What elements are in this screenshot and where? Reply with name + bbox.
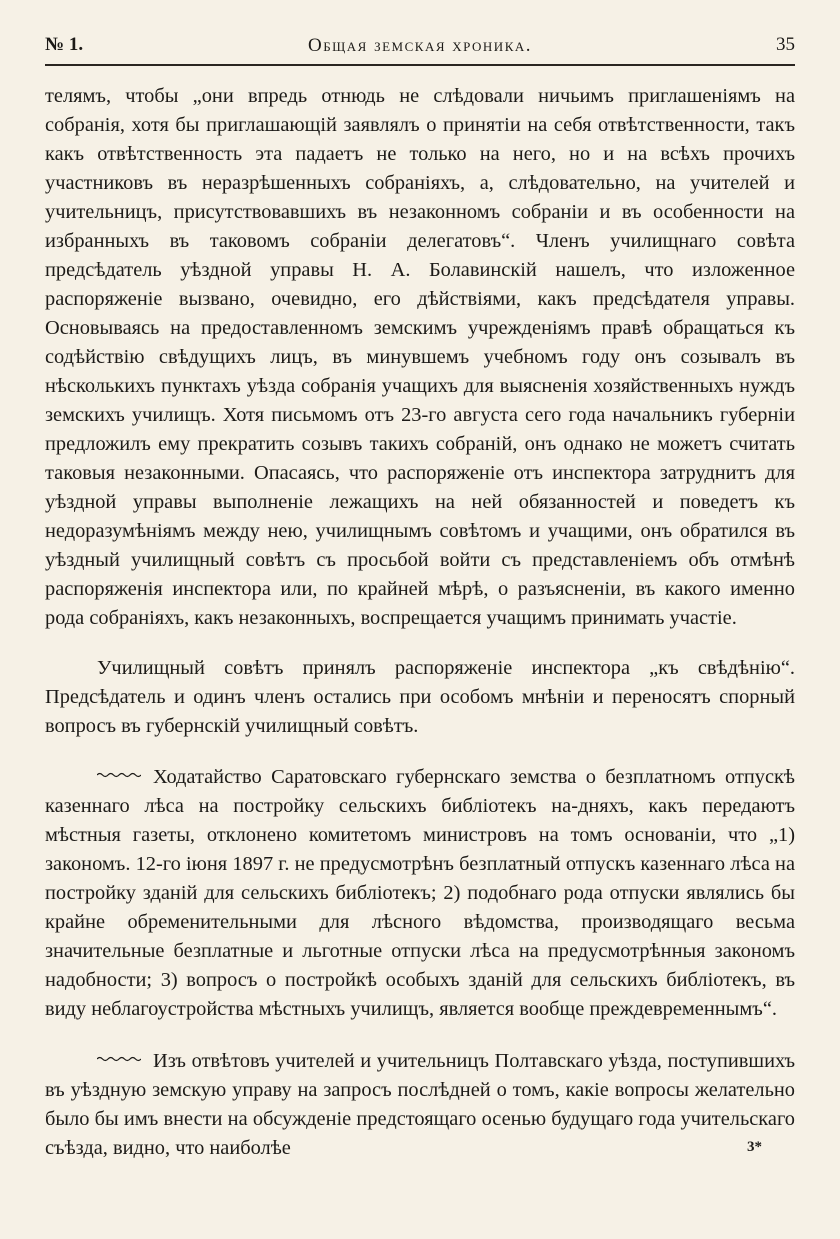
news-item	[45, 763, 795, 1024]
signature-mark: 3*	[747, 1139, 762, 1155]
news-item-text: Ходатайство Саратовскаго губернскаго земства о безплатномъ отпускѣ казеннаго лѣса на постройку сельскихъ библіотекъ на-дняхъ, какъ передаютъ мѣстныя газеты, отклонено комитетомъ министровъ на томъ основаніи, что „1) закономъ. 12-го іюня 1897 г. не предусмотрѣнъ безплатный отпускъ казеннаго лѣса на постройку зданій для сельскихъ библіотекъ; 2) подобнаго рода отпуски являлись бы крайне обременительными для лѣсного вѣдомства, производящаго весьма значительные безплатные и льготные отпуски лѣса на предусмотрѣнныя закономъ надобности; 3) вопросъ о постройкѣ особыхъ зданій для сельскихъ библіотекъ, въ виду неблагоустройства мѣстныхъ училищъ, является вообще преждевременнымъ“.	[45, 766, 795, 1020]
running-title: Общая земская хроника.	[307, 35, 533, 56]
issue-number: № 1.	[45, 34, 84, 55]
news-item	[45, 1047, 795, 1163]
paragraph-continued: телямъ, чтобы „они впредь отнюдь не слѣдовали ничьимъ приглашеніямъ на собранія, хотя бы приглашающій заявлялъ о принятіи на себя отвѣтственности, такъ какъ отвѣтственность эта падаетъ не только на него, но и на всѣхъ прочихъ участниковъ въ неразрѣшенныхъ собраніяхъ, а, слѣдовательно, на учителей и учительницъ, присутствовавшихъ въ незаконномъ собраніи и въ особенности на избранныхъ въ таковомъ собраніи делегатовъ“. Членъ училищнаго совѣта предсѣдатель уѣздной управы Н. А. Болавинскій нашелъ, что изложенное распоряженіе вызвано, очевидно, его дѣйствіями, какъ предсѣдателя управы. Основываясь на предоставленномъ земскимъ учрежденіямъ правѣ обращаться къ содѣйствію свѣдущихъ лицъ, въ минувшемъ учебномъ году онъ созывалъ въ нѣсколькихъ пунктахъ уѣзда собранія учащихъ для выясненія хозяйственныхъ нуждъ земскихъ училищъ. Хотя письмомъ отъ 23-го августа сего года начальникъ губерніи предложилъ ему прекратить созывъ такихъ собраній, онъ однако не можетъ считать таковыя незаконными. Опасаясь, что распоряженіе отъ инспектора затруднитъ для уѣздной управы выполненіе лежащихъ на ней обязанностей и поведетъ къ недоразумѣніямъ между нею, училищнымъ совѣтомъ и учащими, онъ обратился въ уѣздный училищный совѣтъ съ просьбой войти съ представленіемъ объ отмѣнѣ распоряженія инспектора или, по крайней мѣрѣ, о разъясненіи, въ какого именно рода собраніяхъ, какъ незаконныхъ, воспрещается учащимъ принимать участіе.	[45, 85, 795, 629]
paragraph: Училищный совѣтъ принялъ распоряженіе инспектора „къ свѣдѣнію“. Предсѣдатель и одинъ членъ остались при особомъ мнѣніи и переносятъ спорный вопросъ въ губернскій училищный совѣтъ.	[45, 657, 795, 737]
page-number: 35	[776, 34, 795, 55]
header-rule	[45, 64, 795, 66]
wavy-dash-icon	[97, 772, 141, 778]
running-header	[45, 30, 795, 64]
news-item-text: Изъ отвѣтовъ учителей и учительницъ Полтавскаго уѣзда, поступившихъ въ уѣздную земскую управу на запросъ послѣдней о томъ, какіе вопросы желательно было бы имъ внести на обсужденіе предстоящаго осенью будущаго года учительскаго съѣзда, видно, что наиболѣе	[45, 1050, 795, 1159]
wavy-dash-icon	[97, 1056, 141, 1062]
article-body	[45, 82, 795, 1163]
